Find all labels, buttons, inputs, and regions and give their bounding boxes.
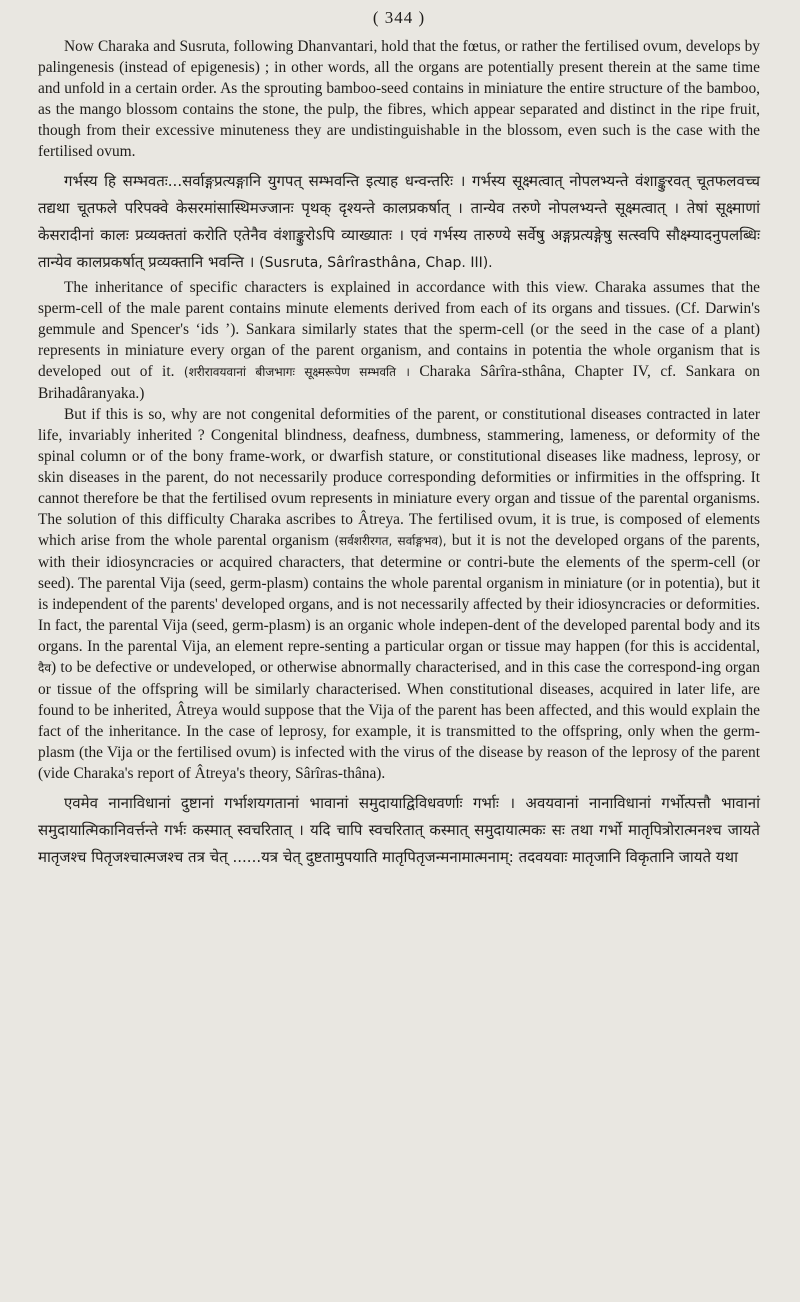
- atreya-text-1: But if this is so, why are not congenital deformities of the parent, or constitutional diseases contracted in later life, invariably inherited ? Congenital blindness, deafness, dumbness, stammering, lameness, or deformity of the spinal column or of the bony frame-work, or dwarfish stature, or constitutional diseases like madness, leprosy, or skin diseases in the parent, do not necessarily produce corresponding deformities or infirmities in the offspring. It cannot therefore be that the fertilised ovum represents in miniature every organ and tissue of the parental organisms. The solution of this difficulty Charaka ascribes to Âtreya. The fertilised ovum, it is true, is composed of elements which arise from the whole parental organism: [38, 406, 760, 549]
- sanskrit-inline-daiva: दैव: [38, 661, 52, 675]
- sanskrit-inline-whole-body: (सर्वशरीरगत, सर्वाङ्गभव),: [334, 534, 447, 548]
- citation-charaka: Charaka Sârîra-sthâna, Chapter IV, cf. Sankara on Brihadâranyaka.): [38, 363, 760, 402]
- paragraph-atreya: [38, 404, 760, 784]
- paragraph-inheritance: [38, 277, 760, 404]
- atreya-text-3: ) to be defective or undeveloped, or otherwise abnormally characterised, and in this case the correspond-ing organ or tissue of the offspring will be similarly characterised. When constitutional diseases, acquired in later life, are found to be inherited, Âtreya would suppose that the Vija of the parent has been affected, and this would explain the fact of the inheritance. In the case of leprosy, for example, it is transmitted to the offspring, only when the germ-plasm (the Vija or the fertilised ovum) is infected with the virus of the disease by reason of the leprosy of the parent (vide Charaka's report of Âtreya's theory, Sârîras-thâna).: [38, 659, 760, 782]
- atreya-text-2: but it is not the developed organs of the parents, with their idiosyncracies or acquired characters, that determine or contri-bute the elements of the sperm-cell (or seed). The parental Vija (seed, germ-plasm) contains the whole parental organism in miniature (or in potentia), but it is independent of the parents' developed organs, and is not necessarily affected by their idiosyncracies or deformities. In fact, the parental Vija (seed, germ-plasm) is an organic whole indepen-dent of the developed parental body and its organs. In the parental Vija, an element repre-senting a particular organ or tissue may happen (for this is accidental,: [38, 532, 760, 655]
- page-number: ( 344 ): [372, 8, 426, 27]
- sanskrit-inline-sankara: (शरीरावयवानां बीजभागः सूक्ष्मरूपेण सम्भवति ।: [183, 365, 410, 379]
- inheritance-text: The inheritance of specific characters is explained in accordance with this view. Charaka assumes that the sperm-cell of the male parent contains minute elements derived from each of its organs and tissues. (Cf. Darwin's gemmule and Spencer's ‘ids ’). Sankara similarly states that the sperm-cell (or the seed in the case of a plant) represents in miniature every organ of the parent organism, and contains in potentia the whole organism that is developed out of it.: [38, 279, 760, 380]
- citation-susruta: (Susruta, Sârîrasthâna, Chap. III).: [259, 255, 493, 271]
- paragraph-palingenesis: Now Charaka and Susruta, following Dhanvantari, hold that the fœtus, or rather the fertilised ovum, develops by palingenesis (instead of epigenesis) ; in other words, all the organs are potentially present therein at the same time and unfold in a certain order. As the sprouting bamboo-seed contains in miniature the entire structure of the bamboo, as the mango blossom contains the stone, the pulp, the fibres, which appear separated and distinct in the ripe fruit, though from their excessive minuteness they are undistinguishable in the blossom, even such is the case with the fertilised ovum.: [38, 38, 760, 160]
- sanskrit-quote-charaka: एवमेव नानाविधानां दुष्टानां गर्भाशयगतानां भावानां समुदायाद्विविधवर्णाः गर्भाः । अवयवानां नानाविधानां गर्भोत्पत्तौ भावानां समुदायात्मिकानिवर्त्तन्ते गर्भः कस्मात् स्वचरितात् । यदि चापि स्वचरितात् कस्मात् समुदायात्मकः सः तथा गर्भो मातृपित्रोरात्मनश्च जायते मातृजश्च पितृजश्चात्मजश्च तत्र चेत् ......यत्र चेत् दुष्टतामुपयाति मातृपितृजन्मनामात्मनाम्: तदवयवाः मातृजानि विकृतानि जायते यथा: [38, 794, 760, 866]
- sanskrit-quote-susruta: [38, 168, 760, 277]
- sanskrit-quote-text: गर्भस्य हि सम्भवतः...सर्वाङ्गप्रत्यङ्गानि युगपत् सम्भवन्ति इत्याह धन्वन्तरिः । गर्भस्य सूक्ष्मत्वात् नोपलभ्यन्ते वंशाङ्कुरवत् चूतफलवच्च तद्यथा चूतफले परिपक्वे केसरमांसास्थिमज्जानः पृथक् दृश्यन्ते कालप्रकर्षात् । तान्येव तरुणे नोपलभ्यन्ते सूक्ष्मत्वात् । तेषां सूक्ष्माणां केसरादीनां कालः प्रव्यक्ततां करोति एतेनैव वंशाङ्कुरोऽपि व्याख्यातः । एवं गर्भस्य तारुण्ये सर्वेषु अङ्गप्रत्यङ्गेषु सत्स्वपि सौक्ष्म्यादनुपलब्धिः तान्येव कालप्रकर्षात् प्रव्यक्तानि भवन्ति ।: [38, 172, 760, 271]
